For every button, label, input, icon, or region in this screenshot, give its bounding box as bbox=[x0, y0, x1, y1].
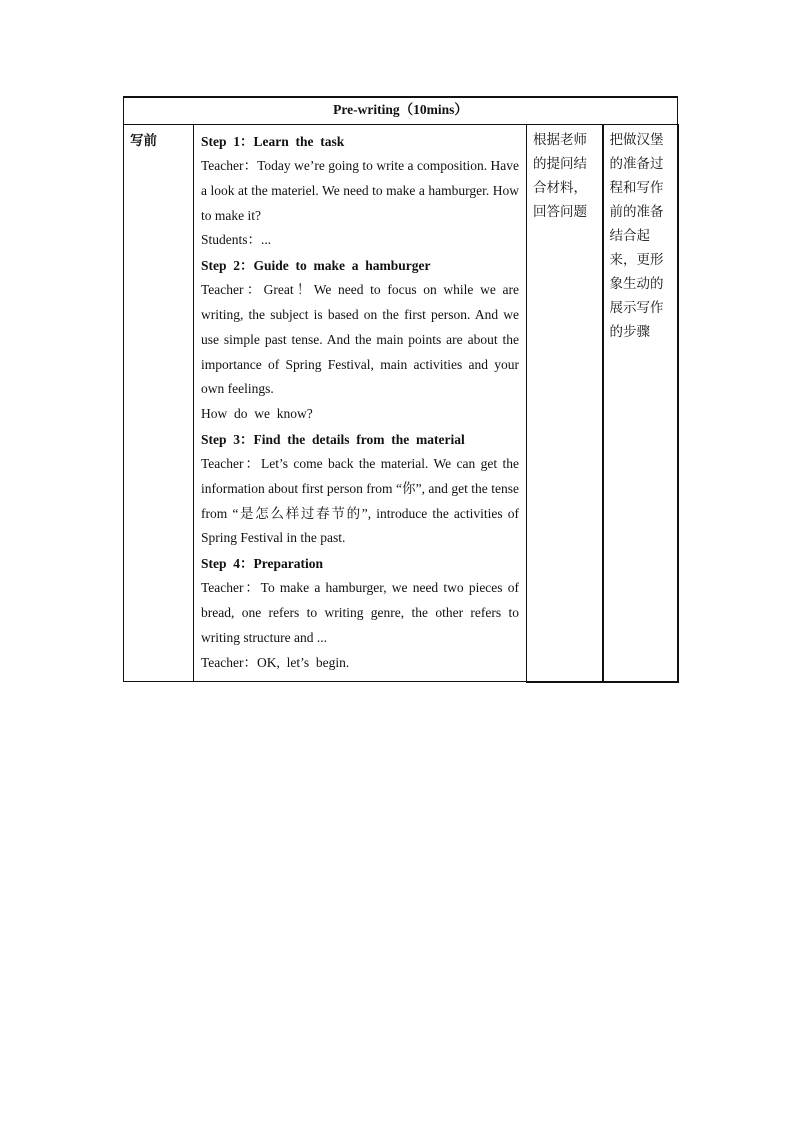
stage-label: 写前 bbox=[124, 125, 194, 682]
step-paragraph: How do we know? bbox=[201, 406, 313, 422]
student-activity: 根据老师的提问结合材料，回答问题 bbox=[527, 125, 603, 682]
step-paragraph: Teacher：To make a hamburger, we need two pieces of bread, one refers to writing genre, the other refers to writing structure and ... bbox=[201, 580, 519, 645]
step-paragraph: Teacher：Let’s come back the material. We can get the information about first person from “你”, and get the tense from “是怎么样过春节的”, introduce the activities of Spring Festival in the past. bbox=[201, 455, 519, 546]
step-title: Step 2：Guide to make a hamburger bbox=[201, 258, 431, 274]
step-3 bbox=[201, 427, 519, 551]
design-intent: 把做汉堡的准备过程和写作前的准备结合起来，更形象生动的展示写作的步骤 bbox=[603, 125, 678, 682]
step-title: Step 3：Find the details from the material bbox=[201, 431, 465, 447]
step-paragraph: Teacher：Great！We need to focus on while we are writing, the subject is based on the first person. And we use simple past tense. And the main points are about the importance of Spring Festival, main activities and your own feelings. bbox=[201, 282, 519, 397]
step-title: Step 4：Preparation bbox=[201, 556, 323, 572]
step-title: Step 1：Learn the task bbox=[201, 134, 345, 149]
teaching-procedure bbox=[194, 125, 527, 682]
table-header-row bbox=[124, 97, 678, 125]
table-row bbox=[124, 125, 678, 682]
step-paragraph: Teacher：OK, let’s begin. bbox=[201, 654, 350, 670]
lesson-plan-table bbox=[123, 96, 679, 683]
section-title: Pre-writing（10mins） bbox=[124, 97, 678, 125]
step-paragraph: Students：... bbox=[201, 232, 272, 248]
step-1 bbox=[201, 129, 519, 253]
step-paragraph: Teacher：Today we’re going to write a composition. Have a look at the materiel. We need to make a hamburger. How to make it? bbox=[201, 158, 519, 223]
step-2 bbox=[201, 253, 519, 427]
step-4 bbox=[201, 551, 519, 675]
